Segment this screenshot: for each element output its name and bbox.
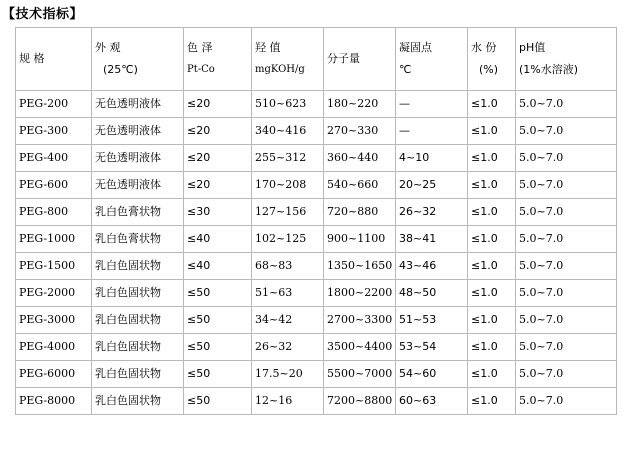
- cell-molecular-weight: 2700~3300: [324, 307, 396, 334]
- cell-color: ≤20: [184, 145, 252, 172]
- cell-appearance: 无色透明液体: [92, 145, 184, 172]
- table-row: [16, 118, 617, 145]
- cell-freezing-point: 53~54: [396, 334, 468, 361]
- header-line1: 分子量: [327, 52, 360, 65]
- cell-moisture: ≤1.0: [468, 118, 516, 145]
- cell-appearance: 乳白色固状物: [92, 253, 184, 280]
- header-freezing-point: [396, 28, 468, 91]
- cell-appearance: 乳白色固状物: [92, 280, 184, 307]
- cell-freezing-point: —: [396, 118, 468, 145]
- cell-appearance: 无色透明液体: [92, 172, 184, 199]
- cell-spec: PEG-800: [16, 199, 92, 226]
- table-row: [16, 280, 617, 307]
- table-row: [16, 388, 617, 415]
- header-line1: 色 泽: [187, 41, 213, 54]
- cell-molecular-weight: 1800~2200: [324, 280, 396, 307]
- table-row: [16, 145, 617, 172]
- cell-molecular-weight: 1350~1650: [324, 253, 396, 280]
- header-line2: (25℃): [103, 63, 138, 76]
- header-line1: 水 份: [471, 41, 497, 54]
- cell-color: ≤40: [184, 226, 252, 253]
- cell-spec: PEG-3000: [16, 307, 92, 334]
- header-line1: 外 观: [95, 41, 121, 54]
- header-ph: [516, 28, 617, 91]
- header-line2: mgKOH/g: [255, 64, 305, 75]
- cell-ph: 5.0~7.0: [516, 253, 617, 280]
- cell-molecular-weight: 900~1100: [324, 226, 396, 253]
- cell-color: ≤20: [184, 172, 252, 199]
- cell-ph: 5.0~7.0: [516, 307, 617, 334]
- cell-hydroxyl: 102~125: [252, 226, 324, 253]
- table-row: [16, 334, 617, 361]
- header-line2: Pt-Co: [187, 64, 215, 75]
- cell-freezing-point: 26~32: [396, 199, 468, 226]
- cell-ph: 5.0~7.0: [516, 388, 617, 415]
- cell-molecular-weight: 5500~7000: [324, 361, 396, 388]
- table-row: [16, 91, 617, 118]
- cell-hydroxyl: 17.5~20: [252, 361, 324, 388]
- header-line1: 羟 值: [255, 41, 281, 54]
- cell-color: ≤50: [184, 388, 252, 415]
- cell-hydroxyl: 340~416: [252, 118, 324, 145]
- table-row: [16, 172, 617, 199]
- cell-color: ≤20: [184, 118, 252, 145]
- cell-molecular-weight: 720~880: [324, 199, 396, 226]
- cell-color: ≤50: [184, 361, 252, 388]
- header-line1: pH值: [519, 41, 546, 54]
- cell-molecular-weight: 540~660: [324, 172, 396, 199]
- cell-appearance: 乳白色固状物: [92, 334, 184, 361]
- cell-color: ≤30: [184, 199, 252, 226]
- cell-ph: 5.0~7.0: [516, 91, 617, 118]
- table-body: [16, 91, 617, 415]
- cell-moisture: ≤1.0: [468, 91, 516, 118]
- cell-moisture: ≤1.0: [468, 145, 516, 172]
- cell-appearance: 乳白色膏状物: [92, 226, 184, 253]
- cell-spec: PEG-1000: [16, 226, 92, 253]
- cell-freezing-point: 60~63: [396, 388, 468, 415]
- cell-ph: 5.0~7.0: [516, 199, 617, 226]
- cell-hydroxyl: 26~32: [252, 334, 324, 361]
- cell-spec: PEG-1500: [16, 253, 92, 280]
- cell-appearance: 乳白色固状物: [92, 388, 184, 415]
- cell-freezing-point: 4~10: [396, 145, 468, 172]
- header-line2: (1%水溶液): [519, 63, 579, 76]
- cell-freezing-point: 51~53: [396, 307, 468, 334]
- cell-hydroxyl: 34~42: [252, 307, 324, 334]
- cell-freezing-point: 54~60: [396, 361, 468, 388]
- cell-appearance: 乳白色固状物: [92, 307, 184, 334]
- header-line2: (%): [479, 63, 499, 76]
- cell-ph: 5.0~7.0: [516, 172, 617, 199]
- cell-molecular-weight: 360~440: [324, 145, 396, 172]
- cell-ph: 5.0~7.0: [516, 118, 617, 145]
- cell-hydroxyl: 255~312: [252, 145, 324, 172]
- cell-hydroxyl: 51~63: [252, 280, 324, 307]
- spec-table: [15, 27, 617, 415]
- header-line1: 规 格: [19, 52, 45, 65]
- table-row: [16, 361, 617, 388]
- cell-spec: PEG-8000: [16, 388, 92, 415]
- cell-hydroxyl: 127~156: [252, 199, 324, 226]
- cell-moisture: ≤1.0: [468, 226, 516, 253]
- table-header-row: [16, 28, 617, 91]
- table-row: [16, 253, 617, 280]
- cell-spec: PEG-4000: [16, 334, 92, 361]
- cell-spec: PEG-6000: [16, 361, 92, 388]
- table-row: [16, 307, 617, 334]
- cell-moisture: ≤1.0: [468, 280, 516, 307]
- cell-freezing-point: 38~41: [396, 226, 468, 253]
- header-moisture: [468, 28, 516, 91]
- cell-moisture: ≤1.0: [468, 307, 516, 334]
- cell-moisture: ≤1.0: [468, 388, 516, 415]
- cell-freezing-point: —: [396, 91, 468, 118]
- header-molecular-weight: [324, 28, 396, 91]
- cell-ph: 5.0~7.0: [516, 361, 617, 388]
- header-line1: 凝固点: [399, 41, 432, 54]
- cell-molecular-weight: 270~330: [324, 118, 396, 145]
- cell-freezing-point: 43~46: [396, 253, 468, 280]
- header-spec: [16, 28, 92, 91]
- cell-color: ≤20: [184, 91, 252, 118]
- cell-ph: 5.0~7.0: [516, 226, 617, 253]
- cell-spec: PEG-400: [16, 145, 92, 172]
- cell-hydroxyl: 12~16: [252, 388, 324, 415]
- cell-molecular-weight: 3500~4400: [324, 334, 396, 361]
- cell-molecular-weight: 7200~8800: [324, 388, 396, 415]
- cell-moisture: ≤1.0: [468, 172, 516, 199]
- cell-freezing-point: 48~50: [396, 280, 468, 307]
- cell-appearance: 乳白色膏状物: [92, 199, 184, 226]
- cell-freezing-point: 20~25: [396, 172, 468, 199]
- cell-color: ≤50: [184, 334, 252, 361]
- cell-hydroxyl: 68~83: [252, 253, 324, 280]
- cell-appearance: 无色透明液体: [92, 118, 184, 145]
- cell-color: ≤40: [184, 253, 252, 280]
- cell-appearance: 无色透明液体: [92, 91, 184, 118]
- cell-ph: 5.0~7.0: [516, 334, 617, 361]
- header-color: [184, 28, 252, 91]
- cell-moisture: ≤1.0: [468, 253, 516, 280]
- cell-color: ≤50: [184, 280, 252, 307]
- cell-moisture: ≤1.0: [468, 361, 516, 388]
- table-row: [16, 226, 617, 253]
- header-hydroxyl: [252, 28, 324, 91]
- cell-spec: PEG-600: [16, 172, 92, 199]
- section-title: 【技术指标】: [2, 7, 84, 22]
- header-appearance: [92, 28, 184, 91]
- cell-hydroxyl: 170~208: [252, 172, 324, 199]
- cell-spec: PEG-2000: [16, 280, 92, 307]
- cell-appearance: 乳白色固状物: [92, 361, 184, 388]
- cell-spec: PEG-200: [16, 91, 92, 118]
- cell-molecular-weight: 180~220: [324, 91, 396, 118]
- cell-hydroxyl: 510~623: [252, 91, 324, 118]
- header-line2: ℃: [399, 63, 412, 76]
- table-row: [16, 199, 617, 226]
- cell-ph: 5.0~7.0: [516, 280, 617, 307]
- cell-spec: PEG-300: [16, 118, 92, 145]
- cell-moisture: ≤1.0: [468, 199, 516, 226]
- cell-moisture: ≤1.0: [468, 334, 516, 361]
- cell-color: ≤50: [184, 307, 252, 334]
- cell-ph: 5.0~7.0: [516, 145, 617, 172]
